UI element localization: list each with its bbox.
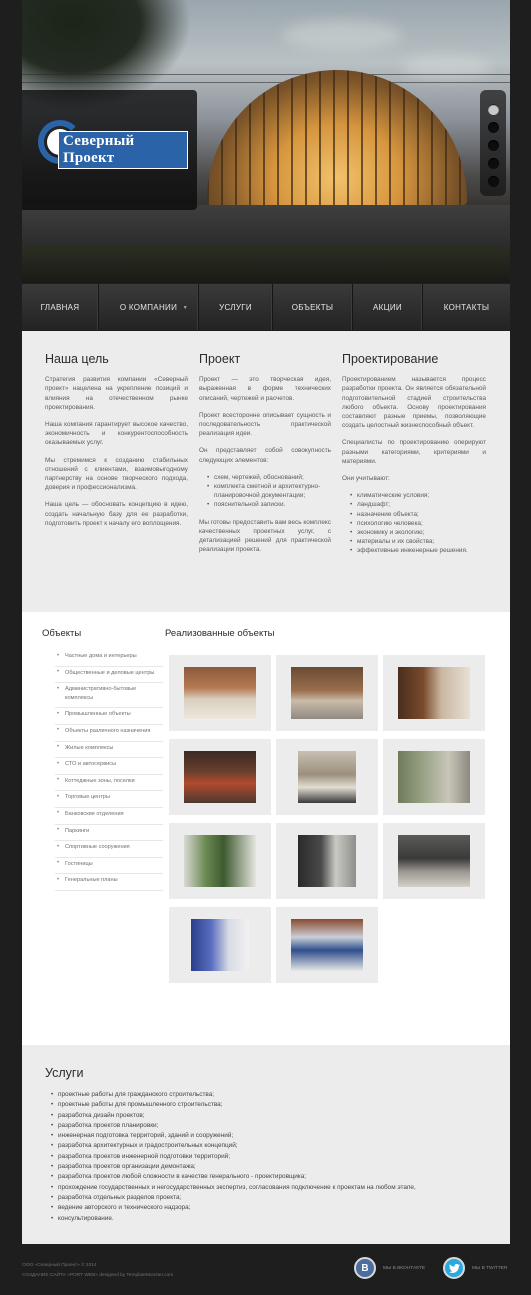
design-paragraph: Проектированием называется процесс разработки проекта. Он является обязательной подготовительной стадией строительства любого объекта. Основу проектирования составляют разные приемы, позволяющие создать целостный жизнеспособный объект. xyxy=(342,376,486,430)
services-title: Услуги xyxy=(45,1066,84,1080)
goal-paragraph: Стратегия развития компании «Северный проект» нацелена на укрепление позиций и влияния на отечественном рынке проектирования. xyxy=(45,376,188,411)
lawn xyxy=(22,245,510,283)
service-item: • разработка отдельных разделов проекта; xyxy=(51,1193,416,1203)
list-item: • ландшафт; xyxy=(350,500,486,509)
slider-pager xyxy=(480,90,506,196)
list-item: • психологию человека; xyxy=(350,519,486,528)
goal-paragraph: Наша цель — обосновать концепцию в идею, создать начальную базу для ее разработки, подготовить проект к началу его воплощения. xyxy=(45,501,188,527)
goal-title: Наша цель xyxy=(45,352,109,366)
nav-item-objects[interactable] xyxy=(273,284,353,330)
service-item: • разработка проектов планировки; xyxy=(51,1121,416,1131)
twitter-link[interactable] xyxy=(443,1257,507,1279)
sidebar-item[interactable]: • Торговые центры xyxy=(55,791,163,808)
road xyxy=(22,205,510,245)
service-item: • консультирование. xyxy=(51,1214,416,1224)
list-item: • климатические условия; xyxy=(350,491,486,500)
vk-icon xyxy=(354,1257,376,1279)
interior-photo xyxy=(184,751,256,803)
gallery-thumbnail[interactable] xyxy=(383,739,485,815)
nav-item-services[interactable] xyxy=(199,284,273,330)
credits-link[interactable]: СОЗДАНИЕ САЙТА «PORT WEB» designed by TemplateMonster.com xyxy=(22,1273,174,1278)
logo-panel xyxy=(22,90,197,210)
glass-dome xyxy=(207,70,467,205)
logo-text: Северный Проект xyxy=(58,131,188,169)
logo[interactable] xyxy=(38,118,188,166)
project-paragraph: Проект — это творческая идея, выраженная в форме технических описаний, чертежей и расчетов. xyxy=(199,376,331,402)
gallery-thumbnail[interactable] xyxy=(169,739,271,815)
design-column xyxy=(342,352,486,564)
gallery-thumbnail[interactable] xyxy=(169,907,271,983)
slider-dot[interactable] xyxy=(488,104,499,115)
interior-photo xyxy=(184,835,256,887)
interior-photo xyxy=(298,835,356,887)
goal-paragraph: Наша компания гарантирует высокое качество, экономичность и конкурентоспособность оказываемых услуг. xyxy=(45,421,188,447)
footer xyxy=(22,1244,510,1295)
sidebar-item[interactable]: • Объекты различного назначения xyxy=(55,725,163,742)
services-section xyxy=(22,1045,510,1244)
list-item: • комплекта сметной и архитектурно-планировочной документации; xyxy=(207,482,331,500)
nav-label: ГЛАВНАЯ xyxy=(40,302,80,312)
gallery-thumbnail[interactable] xyxy=(169,823,271,899)
interior-photo xyxy=(298,751,356,803)
sidebar-item[interactable]: • Паркинги xyxy=(55,825,163,842)
nav-item-promo[interactable] xyxy=(353,284,423,330)
project-title: Проект xyxy=(199,352,241,366)
page xyxy=(22,0,510,1295)
project-paragraph: Проект всесторонне описывает сущность и последовательность практической реализация идеи. xyxy=(199,411,331,438)
twitter-bird-icon xyxy=(443,1257,465,1279)
main-nav xyxy=(22,284,510,330)
gallery-thumbnail[interactable] xyxy=(383,655,485,731)
gallery-thumbnail[interactable] xyxy=(169,655,271,731)
gallery-thumbnail[interactable] xyxy=(276,823,378,899)
list-item: • схем, чертежей, обоснований; xyxy=(207,473,331,482)
service-item: • ведение авторского и технического надзора; xyxy=(51,1203,416,1213)
sidebar-item[interactable]: • Банковские отделения xyxy=(55,808,163,825)
service-item: • проектные работы для гражданского строительства; xyxy=(51,1090,416,1100)
project-paragraph: Он представляет собой совокупность следующих элементов: xyxy=(199,447,331,464)
list-item: • пояснительной записки. xyxy=(207,500,331,509)
sidebar-item[interactable]: • Промышленные объекты xyxy=(55,708,163,725)
project-column xyxy=(199,352,331,562)
design-paragraph: Они учитывают: xyxy=(342,475,390,483)
nav-label: УСЛУГИ xyxy=(219,302,252,312)
project-paragraph: Мы готовы предоставить вам весь комплекс качественных проектных услуг, с детализацией решений для практической реализации проекта. xyxy=(199,518,331,554)
service-item: • разработка проектов любой сложности в качестве генерального - проектировщика; xyxy=(51,1172,416,1182)
vk-link[interactable] xyxy=(354,1257,425,1279)
interior-photo xyxy=(398,751,470,803)
list-item: • материалы и их свойства; xyxy=(350,537,486,546)
sidebar-item[interactable]: • СТО и автосервисы xyxy=(55,758,163,775)
objects-sidebar-title: Объекты xyxy=(42,628,82,639)
interior-photo xyxy=(398,835,470,887)
sidebar-item[interactable]: • Спортивные сооружения xyxy=(55,841,163,858)
service-item: • разработка дизайн проектов; xyxy=(51,1111,416,1121)
service-item: • разработка проектов инженерной подготовки территорий; xyxy=(51,1152,416,1162)
interior-photo xyxy=(398,667,470,719)
service-item: • проектные работы для промышленного строительства; xyxy=(51,1100,416,1110)
slider-dot[interactable] xyxy=(488,122,499,133)
interior-photo xyxy=(184,667,256,719)
intro-section xyxy=(22,331,510,612)
nav-label: О КОМПАНИИ xyxy=(119,302,178,312)
objects-sidebar xyxy=(55,650,163,891)
design-factors-list xyxy=(350,491,486,555)
sidebar-item[interactable]: • Общественные и деловые центры xyxy=(55,667,163,684)
gallery-thumbnail[interactable] xyxy=(276,655,378,731)
sidebar-item[interactable]: • Гостиницы xyxy=(55,858,163,875)
gallery-thumbnail[interactable] xyxy=(276,907,378,983)
chevron-down-icon: ▼ xyxy=(182,305,188,311)
list-item: • назначение объекта; xyxy=(350,510,486,519)
service-item: • инженерная подготовка территорий, зданий и сооружений; xyxy=(51,1131,416,1141)
service-item: • прохождение государственных и негосударственных экспертиз, согласования подключение к проектам на любом этапе, xyxy=(51,1183,416,1193)
nav-label: АКЦИИ xyxy=(373,302,402,312)
nav-label: ОБЪЕКТЫ xyxy=(291,302,334,312)
nav-item-contacts[interactable] xyxy=(423,284,510,330)
interior-photo xyxy=(291,919,363,971)
gallery-thumbnail[interactable] xyxy=(383,823,485,899)
vk-label: МЫ В ВКОНТАКТЕ xyxy=(383,1265,426,1271)
slider-dot[interactable] xyxy=(488,140,499,151)
slider-dot[interactable] xyxy=(488,158,499,169)
interior-photo xyxy=(291,667,363,719)
vk-icon-letter: В xyxy=(361,1262,369,1274)
hero-banner xyxy=(22,0,510,283)
sidebar-item[interactable]: • Частные дома и интерьеры xyxy=(55,650,163,667)
design-title: Проектирование xyxy=(342,352,439,366)
project-elements-list xyxy=(207,473,331,510)
list-item: • эффективные инженерные решения. xyxy=(350,546,486,555)
sidebar-item[interactable]: • Административно-бытовые комплексы xyxy=(55,683,163,708)
services-list xyxy=(51,1090,416,1224)
sidebar-item[interactable]: • Генеральные планы xyxy=(55,874,163,891)
nav-item-about[interactable] xyxy=(99,284,199,330)
sidebar-item[interactable]: • Коттеджные зоны, поселки xyxy=(55,775,163,792)
interior-photo xyxy=(191,919,249,971)
footer-copyright xyxy=(22,1261,173,1281)
nav-label: КОНТАКТЫ xyxy=(443,302,490,312)
copyright-text: ООО «Северный Проект» © 2014 xyxy=(22,1263,97,1268)
gallery-title: Реализованные объекты xyxy=(165,628,275,639)
service-item: • разработка архитектурных и градостроительных концепций; xyxy=(51,1141,416,1151)
cloud xyxy=(282,20,402,50)
list-item: • экономику и экологию; xyxy=(350,528,486,537)
gallery-thumbnail[interactable] xyxy=(276,739,378,815)
goal-column xyxy=(45,352,188,536)
slider-dot[interactable] xyxy=(488,176,499,187)
service-item: • разработка проектов организации демонтажа; xyxy=(51,1162,416,1172)
twitter-label: МЫ В TWITTER xyxy=(472,1265,508,1271)
goal-paragraph: Мы стремимся к созданию стабильных отношений с клиентами, взаимовыгодному партнерству на основе творческого подхода, доверия и профессионализма. xyxy=(45,456,188,492)
sidebar-item[interactable]: • Жилые комплексы xyxy=(55,742,163,759)
building-photo xyxy=(207,70,467,205)
design-paragraph: Специалисты по проектированию оперируют разными категориями, критериями и материями. xyxy=(342,439,486,465)
nav-item-home[interactable] xyxy=(22,284,99,330)
